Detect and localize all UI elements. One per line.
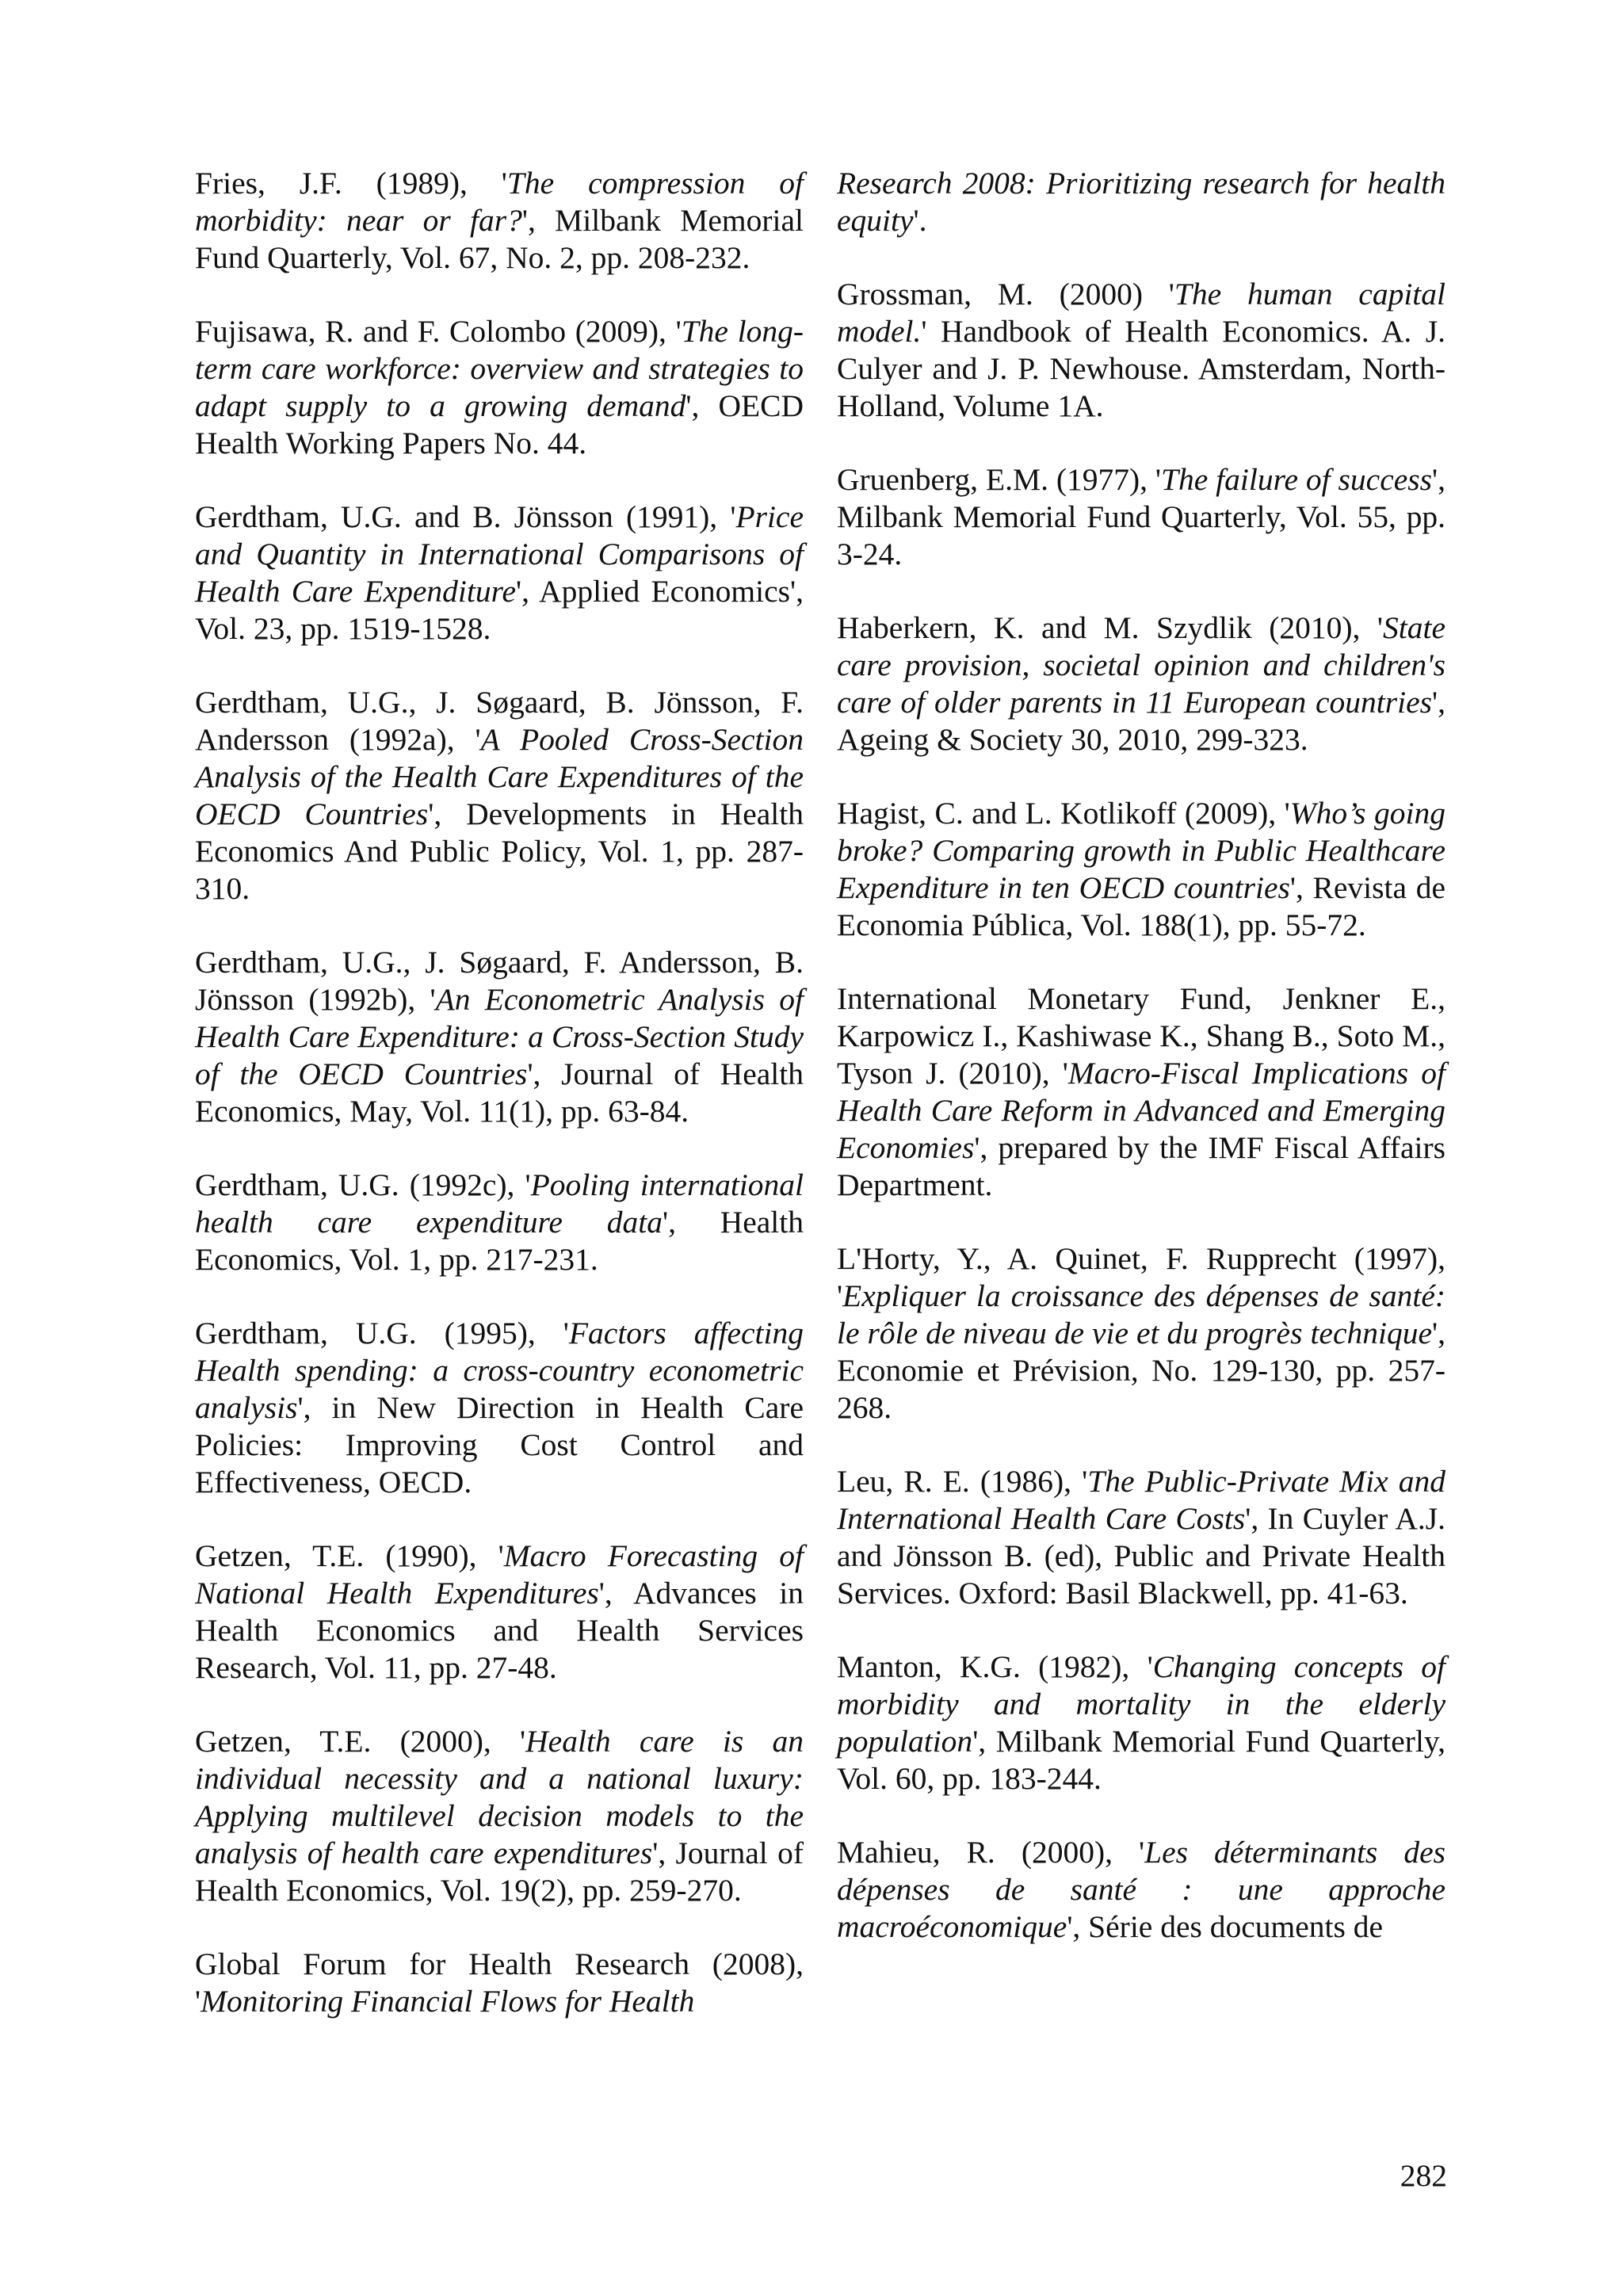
page-number: 282 [1400,2158,1447,2193]
reference-entry: International Monetary Fund, Jenkner E., Karpowicz I., Kashiwase K., Shang B., Soto M., Tyson J. (2010), 'Macro-Fiscal Implications of Health Care Reform in Advanced and Emerging Economies', prepared by the IMF Fiscal Affairs Department. [837,981,1445,1202]
reference-entry: Gerdtham, U.G. and B. Jönsson (1991), 'Price and Quantity in International Comparisons of Health Care Expenditure', Applied Economics', Vol. 23, pp. 1519-1528. [195,499,804,646]
left-reference-column [195,165,804,2057]
reference-entry: Getzen, T.E. (2000), 'Health care is an individual necessity and a national luxury: Applying multilevel decision models to the analysis of health care expenditures', Journal of Health Economics, Vol. 19(2), pp. 259-270. [195,1724,804,1908]
reference-entry: Gruenberg, E.M. (1977), 'The failure of success', Milbank Memorial Fund Quarterly, Vol. 55, pp. 3-24. [837,462,1445,571]
reference-entry: Grossman, M. (2000) 'The human capital model.' Handbook of Health Economics. A. J. Culyer and J. P. Newhouse. Amsterdam, North-Holland, Volume 1A. [837,277,1445,423]
reference-entry: Global Forum for Health Research (2008), 'Monitoring Financial Flows for Health [195,1946,804,2019]
reference-entry: Hagist, C. and L. Kotlikoff (2009), 'Who’s going broke? Comparing growth in Public Healthcare Expenditure in ten OECD countries', Revista de Economia Pública, Vol. 188(1), pp. 55-72. [837,796,1446,942]
reference-entry: Gerdtham, U.G., J. Søgaard, F. Andersson, B. Jönsson (1992b), 'An Econometric Analysis of Health Care Expenditure: a Cross-Section Study of the OECD Countries', Journal of Health Economics, May, Vol. 11(1), pp. 63-84. [195,945,804,1129]
reference-entry: Haberkern, K. and M. Szydlik (2010), 'State care provision, societal opinion and children's care of older parents in 11 European countries', Ageing & Society 30, 2010, 299-323. [837,610,1445,757]
reference-entry: Fries, J.F. (1989), 'The compression of morbidity: near or far?', Milbank Memorial Fund Quarterly, Vol. 67, No. 2, pp. 208-232. [195,166,804,275]
reference-entry: Manton, K.G. (1982), 'Changing concepts of morbidity and mortality in the elderly population', Milbank Memorial Fund Quarterly, Vol. 60, pp. 183-244. [837,1649,1445,1796]
reference-entry: L'Horty, Y., A. Quinet, F. Rupprecht (1997), 'Expliquer la croissance des dépenses de santé: le rôle de niveau de vie et du progrès technique', Economie et Prévision, No. 129-130, pp. 257-268. [837,1241,1445,1425]
reference-entry: Fujisawa, R. and F. Colombo (2009), 'The long-term care workforce: overview and strategies to adapt supply to a growing demand', OECD Health Working Papers No. 44. [195,314,804,460]
reference-entry: Gerdtham, U.G. (1992c), 'Pooling international health care expenditure data', Health Economics, Vol. 1, pp. 217-231. [195,1167,804,1277]
right-reference-column [837,165,1445,1982]
reference-entry: Mahieu, R. (2000), 'Les déterminants des dépenses de santé : une approche macroéconomique', Série des documents de [837,1835,1445,1944]
reference-entry: Getzen, T.E. (1990), 'Macro Forecasting of National Health Expenditures', Advances in Health Economics and Health Services Research, Vol. 11, pp. 27-48. [195,1538,804,1685]
reference-entry: Gerdtham, U.G. (1995), 'Factors affecting Health spending: a cross-country econometric analysis', in New Direction in Health Care Policies: Improving Cost Control and Effectiveness, OECD. [195,1316,804,1499]
reference-entry: Leu, R. E. (1986), 'The Public-Private Mix and International Health Care Costs', In Cuyler A.J. and Jönsson B. (ed), Public and Private Health Services. Oxford: Basil Blackwell, pp. 41-63. [837,1464,1446,1610]
reference-entry: Gerdtham, U.G., J. Søgaard, B. Jönsson, F. Andersson (1992a), 'A Pooled Cross-Section Analysis of the Health Care Expenditures of the OECD Countries', Developments in Health Economics And Public Policy, Vol. 1, pp. 287-310. [195,685,804,906]
reference-entry: Research 2008: Prioritizing research for health equity'. [837,166,1445,238]
